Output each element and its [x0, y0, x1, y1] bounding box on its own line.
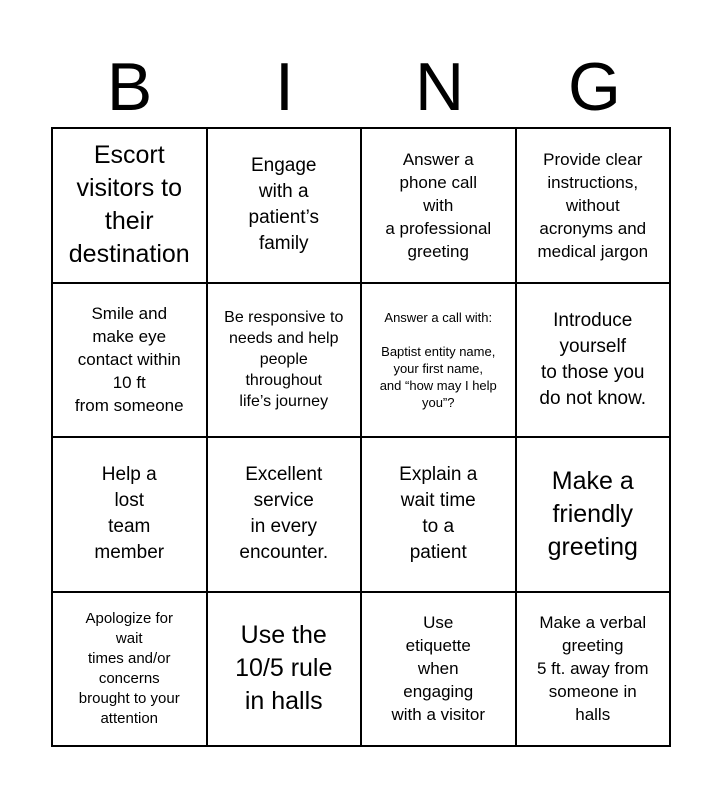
cell-text: Excellent service in every encounter. — [239, 464, 329, 564]
cell-text: Escort visitors to their destination — [68, 141, 190, 269]
bingo-cell-r2c1[interactable] — [53, 284, 208, 439]
bingo-cell-r1c2[interactable] — [208, 129, 363, 284]
bingo-board — [51, 127, 671, 747]
cell-text: Apologize for wait times and/or concerns brought to your attention — [78, 609, 180, 727]
cell-text: Make a verbal greeting 5 ft. away from someone in halls — [537, 613, 649, 725]
bingo-cell-r1c4[interactable] — [517, 129, 672, 284]
header-letter-n: N — [414, 49, 465, 125]
bingo-cell-r1c3[interactable] — [362, 129, 517, 284]
cell-text: Answer a phone call with a professional greeting — [385, 149, 492, 261]
bingo-cell-r2c3[interactable] — [362, 284, 517, 439]
cell-text: Use etiquette when engaging with a visitor — [391, 613, 486, 725]
cell-text: Provide clear instructions, without acronyms and medical jargon — [537, 149, 649, 261]
cell-text: Answer a call with: Baptist entity name, your first name, and “how may I help you”? — [379, 309, 497, 410]
cell-text: Make a friendly greeting — [547, 466, 638, 561]
bingo-cell-r2c4[interactable] — [517, 284, 672, 439]
bingo-cell-r4c1[interactable] — [53, 593, 208, 748]
cell-text: Introduce yourself to those you do not know. — [539, 309, 647, 409]
bingo-header — [52, 49, 672, 125]
bingo-cell-r3c4[interactable] — [517, 438, 672, 593]
cell-text: Engage with a patient’s family — [248, 155, 319, 255]
cell-text: Explain a wait time to a patient — [399, 464, 478, 564]
bingo-cell-r4c2[interactable] — [208, 593, 363, 748]
bingo-cell-r3c3[interactable] — [362, 438, 517, 593]
header-letter-i: I — [275, 49, 294, 125]
cell-text: Smile and make eye contact within 10 ft from someone — [74, 304, 184, 416]
bingo-cell-r2c2[interactable] — [208, 284, 363, 439]
bingo-cell-r3c2[interactable] — [208, 438, 363, 593]
bingo-cell-r4c4[interactable] — [517, 593, 672, 748]
cell-text: Use the 10/5 rule in halls — [235, 621, 333, 716]
bingo-cell-r3c1[interactable] — [53, 438, 208, 593]
bingo-cell-r4c3[interactable] — [362, 593, 517, 748]
header-letter-g: G — [568, 49, 621, 125]
cell-text: Be responsive to needs and help people throughout life’s journey — [224, 309, 344, 411]
cell-text: Help a lost team member — [94, 464, 165, 564]
header-letter-b: B — [106, 49, 153, 125]
bingo-cell-r1c1[interactable] — [53, 129, 208, 284]
